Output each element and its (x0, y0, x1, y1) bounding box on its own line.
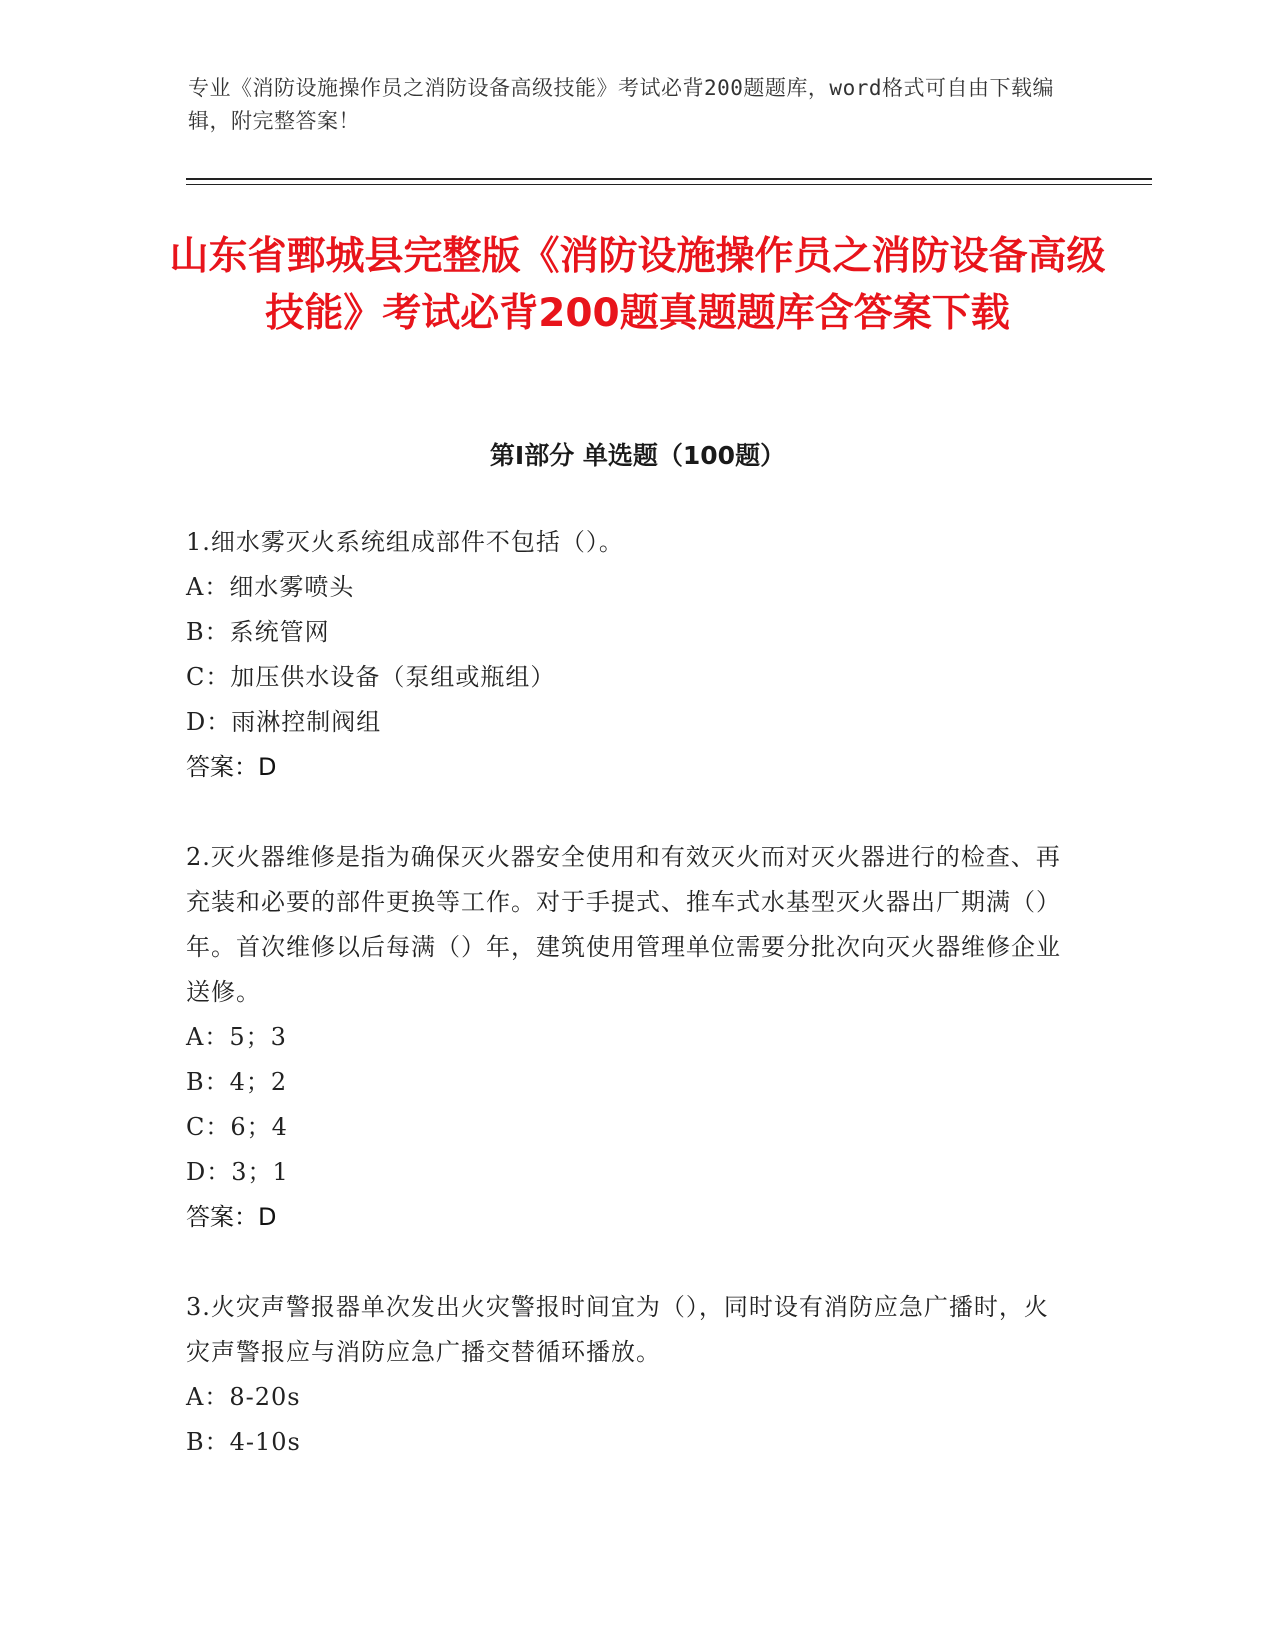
section-heading: 第Ⅰ部分 单选题（100题） (489, 441, 786, 470)
question-stem: 2.灭火器维修是指为确保灭火器安全使用和有效灭火而对灭火器进行的检查、再充装和必要的部件更换等工作。对于手提式、推车式水基型灭火器出厂期满（）年。首次维修以后每满（）年，建筑使用管理单位需要分批次向灭火器维修企业送修。 (186, 843, 1061, 1006)
header-rule (186, 178, 1152, 180)
option-c: C：6；4 (186, 1113, 288, 1141)
question-stem: 3.火灾声警报器单次发出火灾警报时间宜为（），同时设有消防应急广播时，火灾声警报应与消防应急广播交替循环播放。 (186, 1293, 1049, 1366)
question-list (186, 520, 1066, 1510)
option-b: B：系统管网 (186, 618, 330, 646)
header-note: 专业《消防设施操作员之消防设备高级技能》考试必背200题题库，word格式可自由下载编辑，附完整答案！ (188, 76, 1054, 133)
question-3 (186, 1285, 1066, 1465)
option-d: D：3；1 (186, 1158, 289, 1186)
option-b: B：4-10s (186, 1428, 301, 1456)
answer-label: 答案：D (186, 1203, 277, 1231)
answer-label: 答案：D (186, 753, 277, 781)
option-a: A：5；3 (186, 1023, 287, 1051)
option-b: B：4；2 (186, 1068, 288, 1096)
question-1 (186, 520, 1066, 790)
question-stem: 1.细水雾灭火系统组成部件不包括（）。 (186, 528, 624, 556)
document-title: 山东省鄄城县完整版《消防设施操作员之消防设备高级技能》考试必背200题真题题库含答案下载 (169, 234, 1106, 336)
option-a: A：8-20s (186, 1383, 301, 1411)
option-d: D：雨淋控制阀组 (186, 708, 382, 736)
question-2 (186, 835, 1066, 1240)
option-c: C：加压供水设备（泵组或瓶组） (186, 663, 556, 691)
header-rule-thin (186, 184, 1152, 185)
option-a: A：细水雾喷头 (186, 573, 355, 601)
